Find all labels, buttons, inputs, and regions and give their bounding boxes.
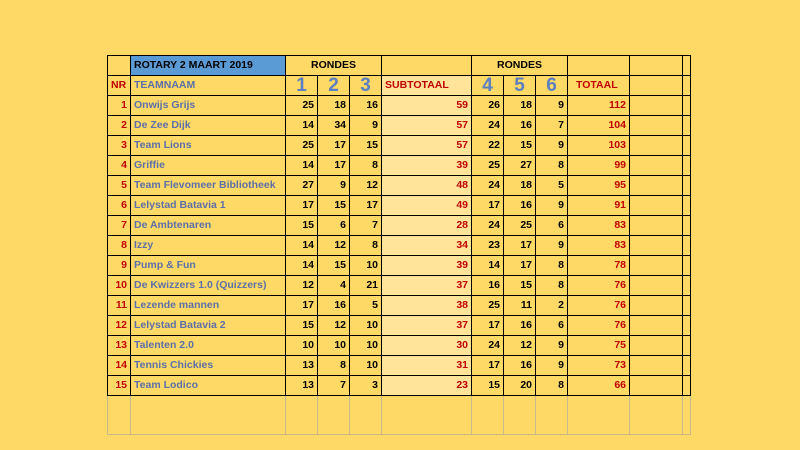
empty-cell[interactable] [683,216,691,236]
round-6-cell[interactable]: 2 [536,296,568,316]
subtotal-cell[interactable]: 59 [382,96,472,116]
col-round-4-header[interactable]: 4 [472,76,504,96]
subtotal-cell[interactable]: 39 [382,156,472,176]
rank-cell[interactable]: 3 [108,136,131,156]
round-4-cell[interactable]: 15 [472,376,504,396]
round-1-cell[interactable]: 25 [286,136,318,156]
subtotal-cell[interactable]: 28 [382,216,472,236]
round-6-cell[interactable]: 9 [536,236,568,256]
table-row [108,276,691,296]
table-row [108,356,691,376]
team-name-cell[interactable]: Team Flevomeer Bibliotheek [131,176,286,196]
round-5-cell[interactable]: 16 [504,356,536,376]
team-name-cell[interactable]: Onwijs Grijs [131,96,286,116]
total-cell[interactable]: 83 [568,216,630,236]
total-cell[interactable]: 76 [568,316,630,336]
total-cell[interactable]: 73 [568,356,630,376]
sheet-title[interactable]: ROTARY 2 MAART 2019 [131,56,286,76]
round-4-cell[interactable]: 17 [472,316,504,336]
round-4-cell[interactable]: 22 [472,136,504,156]
col-team-header[interactable]: TEAMNAAM [131,76,286,96]
team-name-cell[interactable]: Lezende mannen [131,296,286,316]
round-6-cell[interactable]: 6 [536,316,568,336]
empty-cell[interactable] [630,376,683,396]
empty-cell[interactable] [630,356,683,376]
round-1-cell[interactable]: 17 [286,196,318,216]
total-cell[interactable]: 76 [568,276,630,296]
round-3-cell[interactable]: 10 [350,256,382,276]
round-1-cell[interactable]: 14 [286,116,318,136]
round-3-cell[interactable]: 12 [350,176,382,196]
subtotal-cell[interactable]: 57 [382,116,472,136]
rank-cell[interactable]: 6 [108,196,131,216]
round-5-cell[interactable]: 15 [504,276,536,296]
total-cell[interactable]: 66 [568,376,630,396]
round-5-cell[interactable]: 12 [504,336,536,356]
round-2-cell[interactable]: 7 [318,376,350,396]
header-row [108,76,691,96]
round-4-cell[interactable]: 24 [472,216,504,236]
col-subtotal-header[interactable]: SUBTOTAAL [382,76,472,96]
empty-cell[interactable] [630,296,683,316]
rank-cell[interactable]: 8 [108,236,131,256]
round-3-cell[interactable]: 21 [350,276,382,296]
total-cell[interactable]: 112 [568,96,630,116]
round-6-cell[interactable]: 9 [536,196,568,216]
round-2-cell[interactable]: 6 [318,216,350,236]
round-5-cell[interactable]: 17 [504,236,536,256]
round-5-cell[interactable]: 16 [504,196,536,216]
col-round-2-header[interactable]: 2 [318,76,350,96]
empty-cell[interactable] [683,316,691,336]
round-3-cell[interactable]: 3 [350,376,382,396]
rondes-label-right[interactable]: RONDES [472,56,568,76]
empty-cell[interactable] [683,96,691,116]
title-row [108,56,691,76]
round-2-cell[interactable]: 17 [318,156,350,176]
table-row [108,196,691,216]
table-row [108,176,691,196]
team-name-cell[interactable]: Lelystad Batavia 2 [131,316,286,336]
col-round-1-header[interactable]: 1 [286,76,318,96]
subtotal-cell[interactable]: 37 [382,316,472,336]
total-cell[interactable]: 95 [568,176,630,196]
round-3-cell[interactable]: 5 [350,296,382,316]
round-4-cell[interactable]: 17 [472,196,504,216]
round-1-cell[interactable]: 25 [286,96,318,116]
table-row [108,156,691,176]
subtotal-cell[interactable]: 39 [382,256,472,276]
round-2-cell[interactable]: 15 [318,256,350,276]
subtotal-cell[interactable]: 34 [382,236,472,256]
round-5-cell[interactable]: 25 [504,216,536,236]
empty-cell[interactable] [683,276,691,296]
round-1-cell[interactable]: 15 [286,216,318,236]
total-cell[interactable]: 76 [568,296,630,316]
team-name-cell[interactable]: De Kwizzers 1.0 (Quizzers) [131,276,286,296]
round-1-cell[interactable]: 13 [286,356,318,376]
round-3-cell[interactable]: 7 [350,216,382,236]
round-6-cell[interactable]: 9 [536,96,568,116]
subtotal-cell[interactable]: 57 [382,136,472,156]
round-5-cell[interactable]: 18 [504,176,536,196]
empty-cell[interactable] [683,296,691,316]
round-4-cell[interactable]: 14 [472,256,504,276]
table-row [108,216,691,236]
empty-cell[interactable] [683,156,691,176]
rank-cell[interactable]: 4 [108,156,131,176]
round-4-cell[interactable]: 25 [472,296,504,316]
round-2-cell[interactable]: 9 [318,176,350,196]
round-4-cell[interactable]: 16 [472,276,504,296]
table-row [108,236,691,256]
empty-cell[interactable] [630,196,683,216]
score-table [107,55,691,435]
round-3-cell[interactable]: 9 [350,116,382,136]
table-row [108,376,691,396]
subtotal-cell[interactable]: 37 [382,276,472,296]
round-3-cell[interactable]: 8 [350,156,382,176]
round-3-cell[interactable]: 15 [350,136,382,156]
empty-cell[interactable] [683,256,691,276]
round-4-cell[interactable]: 25 [472,156,504,176]
empty-cell[interactable] [683,336,691,356]
round-6-cell[interactable]: 8 [536,276,568,296]
round-3-cell[interactable]: 8 [350,236,382,256]
col-round-5-header[interactable]: 5 [504,76,536,96]
rank-cell[interactable]: 14 [108,356,131,376]
round-1-cell[interactable]: 14 [286,236,318,256]
round-1-cell[interactable]: 14 [286,256,318,276]
round-3-cell[interactable]: 10 [350,336,382,356]
table-row [108,296,691,316]
round-4-cell[interactable]: 24 [472,176,504,196]
total-cell[interactable]: 75 [568,336,630,356]
table-row [108,256,691,276]
round-6-cell[interactable]: 8 [536,156,568,176]
round-3-cell[interactable]: 10 [350,356,382,376]
round-4-cell[interactable]: 17 [472,356,504,376]
round-6-cell[interactable]: 8 [536,256,568,276]
total-cell[interactable]: 103 [568,136,630,156]
rank-cell[interactable]: 11 [108,296,131,316]
team-name-cell[interactable]: Griffie [131,156,286,176]
empty-cell[interactable] [683,236,691,256]
total-cell[interactable]: 99 [568,156,630,176]
total-cell[interactable]: 104 [568,116,630,136]
round-4-cell[interactable]: 24 [472,336,504,356]
round-6-cell[interactable]: 7 [536,116,568,136]
team-name-cell[interactable]: Pump & Fun [131,256,286,276]
round-2-cell[interactable]: 15 [318,196,350,216]
round-2-cell[interactable]: 8 [318,356,350,376]
round-4-cell[interactable]: 23 [472,236,504,256]
table-row [108,116,691,136]
round-2-cell[interactable]: 18 [318,96,350,116]
col-round-6-header[interactable]: 6 [536,76,568,96]
rank-cell[interactable]: 15 [108,376,131,396]
round-6-cell[interactable]: 5 [536,176,568,196]
rank-cell[interactable]: 5 [108,176,131,196]
table-row [108,336,691,356]
total-cell[interactable]: 78 [568,256,630,276]
empty-cell[interactable] [630,256,683,276]
round-6-cell[interactable]: 9 [536,356,568,376]
empty-cell[interactable] [630,116,683,136]
round-1-cell[interactable]: 15 [286,316,318,336]
subtotal-cell[interactable]: 30 [382,336,472,356]
round-5-cell[interactable]: 18 [504,96,536,116]
round-6-cell[interactable]: 9 [536,136,568,156]
rank-cell[interactable]: 12 [108,316,131,336]
team-name-cell[interactable]: Tennis Chickies [131,356,286,376]
empty-cell[interactable] [683,136,691,156]
round-3-cell[interactable]: 16 [350,96,382,116]
round-2-cell[interactable]: 17 [318,136,350,156]
empty-cell[interactable] [683,356,691,376]
empty-cell[interactable] [630,236,683,256]
round-2-cell[interactable]: 4 [318,276,350,296]
empty-cell[interactable] [630,156,683,176]
round-2-cell[interactable]: 12 [318,316,350,336]
team-name-cell[interactable]: De Zee Dijk [131,116,286,136]
table-row [108,96,691,116]
team-name-cell[interactable]: Team Lodico [131,376,286,396]
round-2-cell[interactable]: 16 [318,296,350,316]
team-name-cell[interactable]: Team Lions [131,136,286,156]
round-1-cell[interactable]: 14 [286,156,318,176]
empty-cell[interactable] [630,216,683,236]
round-5-cell[interactable]: 16 [504,316,536,336]
empty-cell[interactable] [683,176,691,196]
round-4-cell[interactable]: 24 [472,116,504,136]
team-name-cell[interactable]: Talenten 2.0 [131,336,286,356]
table-row [108,316,691,336]
round-5-cell[interactable]: 16 [504,116,536,136]
col-total-header[interactable]: TOTAAL [568,76,630,96]
subtotal-cell[interactable]: 49 [382,196,472,216]
round-3-cell[interactable]: 17 [350,196,382,216]
empty-cell[interactable] [630,136,683,156]
rank-cell[interactable]: 1 [108,96,131,116]
col-round-3-header[interactable]: 3 [350,76,382,96]
round-5-cell[interactable]: 27 [504,156,536,176]
subtotal-cell[interactable]: 23 [382,376,472,396]
empty-cell[interactable] [683,196,691,216]
rank-cell[interactable]: 10 [108,276,131,296]
round-6-cell[interactable]: 6 [536,216,568,236]
round-1-cell[interactable]: 27 [286,176,318,196]
table-row [108,136,691,156]
round-2-cell[interactable]: 10 [318,336,350,356]
empty-cell[interactable] [630,96,683,116]
round-5-cell[interactable]: 20 [504,376,536,396]
team-name-cell[interactable]: De Ambtenaren [131,216,286,236]
round-6-cell[interactable]: 8 [536,376,568,396]
rondes-label-left[interactable]: RONDES [286,56,382,76]
empty-cell[interactable] [630,176,683,196]
rank-cell[interactable]: 9 [108,256,131,276]
round-6-cell[interactable]: 9 [536,336,568,356]
round-5-cell[interactable]: 15 [504,136,536,156]
team-name-cell[interactable]: Lelystad Batavia 1 [131,196,286,216]
subtotal-cell[interactable]: 48 [382,176,472,196]
round-1-cell[interactable]: 13 [286,376,318,396]
round-5-cell[interactable]: 11 [504,296,536,316]
round-5-cell[interactable]: 17 [504,256,536,276]
team-name-cell[interactable]: Izzy [131,236,286,256]
round-1-cell[interactable]: 10 [286,336,318,356]
empty-cell[interactable] [683,376,691,396]
empty-cell[interactable] [630,336,683,356]
empty-row [108,415,691,435]
subtotal-cell[interactable]: 31 [382,356,472,376]
round-1-cell[interactable]: 12 [286,276,318,296]
round-2-cell[interactable]: 12 [318,236,350,256]
subtotal-cell[interactable]: 38 [382,296,472,316]
empty-cell[interactable] [683,116,691,136]
total-cell[interactable]: 91 [568,196,630,216]
round-4-cell[interactable]: 26 [472,96,504,116]
empty-cell[interactable] [630,316,683,336]
rank-cell[interactable]: 2 [108,116,131,136]
total-cell[interactable]: 83 [568,236,630,256]
rank-cell[interactable]: 13 [108,336,131,356]
round-2-cell[interactable]: 34 [318,116,350,136]
round-3-cell[interactable]: 10 [350,316,382,336]
round-1-cell[interactable]: 17 [286,296,318,316]
rank-cell[interactable]: 7 [108,216,131,236]
empty-cell[interactable] [630,276,683,296]
col-nr-header[interactable]: NR [108,76,131,96]
empty-row [108,396,691,416]
